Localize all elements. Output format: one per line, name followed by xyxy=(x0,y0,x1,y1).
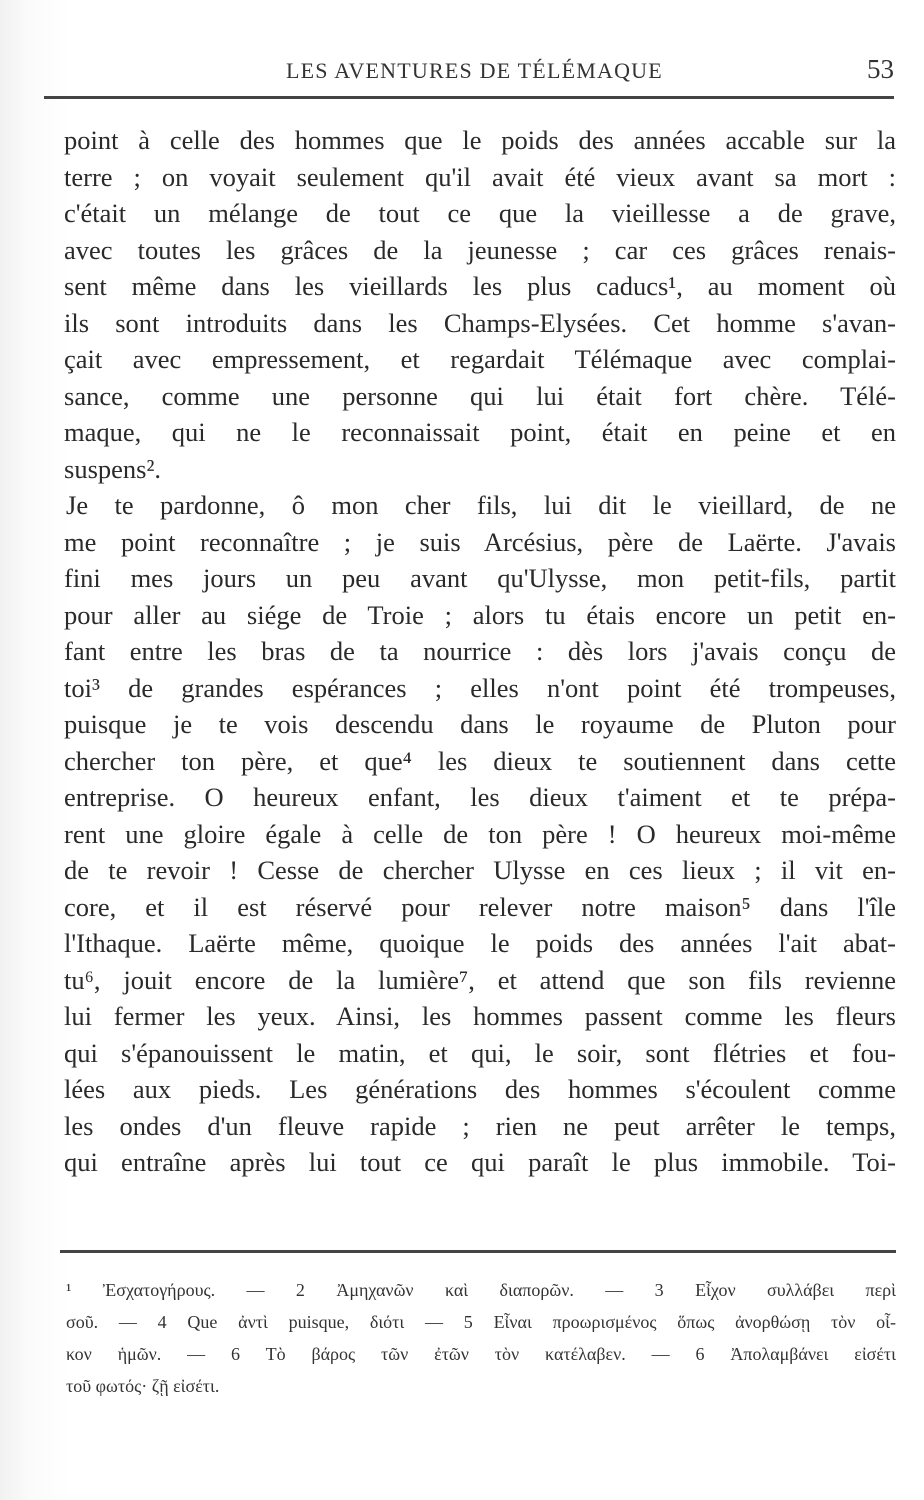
text-line: lui fermer les yeux. Ainsi, les hommes passent comme les fleurs xyxy=(64,1001,896,1031)
text-line: avec toutes les grâces de la jeunesse ; car ces grâces renais- xyxy=(64,234,896,265)
text-line: chercher ton père, et que⁴ les dieux te soutiennent dans cette xyxy=(64,745,896,776)
footnote-rule xyxy=(60,1250,896,1253)
footnote-line: τοῦ φωτός· ζῇ εἰσέτι. xyxy=(66,1376,220,1396)
text-line: tu⁶, jouit encore de la lumière⁷, et attend que son fils revienne xyxy=(64,964,896,995)
text-line: l'Ithaque. Laërte même, quoique le poids des années l'ait abat- xyxy=(64,928,896,958)
footnote-line: κον ἡμῶν. — 6 Τὸ βάρος τῶν ἐτῶν τὸν κατέλαβεν. — 6 Ἀπολαμβάνει εἰσέτι xyxy=(66,1344,896,1364)
text-line: pour aller au siége de Troie ; alors tu étais encore un petit en- xyxy=(64,599,896,630)
text-line: sent même dans les vieillards les plus caducs¹, au moment où xyxy=(64,271,896,301)
text-line: terre ; on voyait seulement qu'il avait été vieux avant sa mort : xyxy=(64,161,896,192)
text-line: ils sont introduits dans les Champs-Elysées. Cet homme s'avan- xyxy=(64,307,896,338)
text-line: maque, qui ne le reconnaissait point, était en peine et en xyxy=(64,417,896,447)
text-line: Je te pardonne, ô mon cher fils, lui dit le vieillard, de ne xyxy=(66,490,896,520)
text-line: qui s'épanouissent le matin, et qui, le soir, sont flétries et fou- xyxy=(64,1037,896,1068)
text-line: lées aux pieds. Les générations des hommes s'écoulent comme xyxy=(64,1074,896,1104)
text-line: rent une gloire égale à celle de ton père ! O heureux moi-même xyxy=(64,818,896,849)
text-line: qui entraîne après lui tout ce qui paraît le plus immobile. Toi- xyxy=(64,1147,896,1177)
footnote-line: σοῦ. — 4 Que ἀντὶ puisque, διότι — 5 Εἶναι προωρισμένος ὅπως ἀνορθώσῃ τὸν οἶ- xyxy=(66,1312,896,1332)
page-number: 53 xyxy=(867,54,894,84)
running-header xyxy=(60,54,894,94)
text-line: de te revoir ! Cesse de chercher Ulysse en ces lieux ; il vit en- xyxy=(64,855,896,885)
text-line: fant entre les bras de ta nourrice : dès lors j'avais conçu de xyxy=(64,636,896,666)
text-line: sance, comme une personne qui lui était fort chère. Télé- xyxy=(64,380,896,411)
text-line: entreprise. O heureux enfant, les dieux t'aiment et te prépa- xyxy=(64,782,896,812)
text-line: point à celle des hommes que le poids des années accable sur la xyxy=(64,125,896,155)
text-line: fini mes jours un peu avant qu'Ulysse, mon petit-fils, partit xyxy=(64,563,896,593)
footnotes xyxy=(66,1274,896,1402)
text-line: les ondes d'un fleuve rapide ; rien ne peut arrêter le temps, xyxy=(64,1110,896,1141)
text-line: c'était un mélange de tout ce que la vieillesse a de grave, xyxy=(64,198,896,228)
text-line: çait avec empressement, et regardait Télémaque avec complai- xyxy=(64,344,896,374)
text-line: me point reconnaître ; je suis Arcésius, père de Laërte. J'avais xyxy=(64,526,896,557)
text-line: toi³ de grandes espérances ; elles n'ont point été trompeuses, xyxy=(64,672,896,703)
text-line: puisque je te vois descendu dans le royaume de Pluton pour xyxy=(64,709,896,739)
text-line: core, et il est réservé pour relever notre maison⁵ dans l'île xyxy=(64,891,896,922)
text-line: suspens². xyxy=(64,453,162,484)
running-title: LES AVENTURES DE TÉLÉMAQUE xyxy=(286,58,663,83)
body-text xyxy=(64,122,896,1181)
header-rule xyxy=(44,96,894,99)
footnote-line: ¹ Ἐσχατογήρους. — 2 Ἀμηχανῶν καὶ διαπορῶν. — 3 Εἶχον συλλάβει περὶ xyxy=(66,1280,896,1300)
